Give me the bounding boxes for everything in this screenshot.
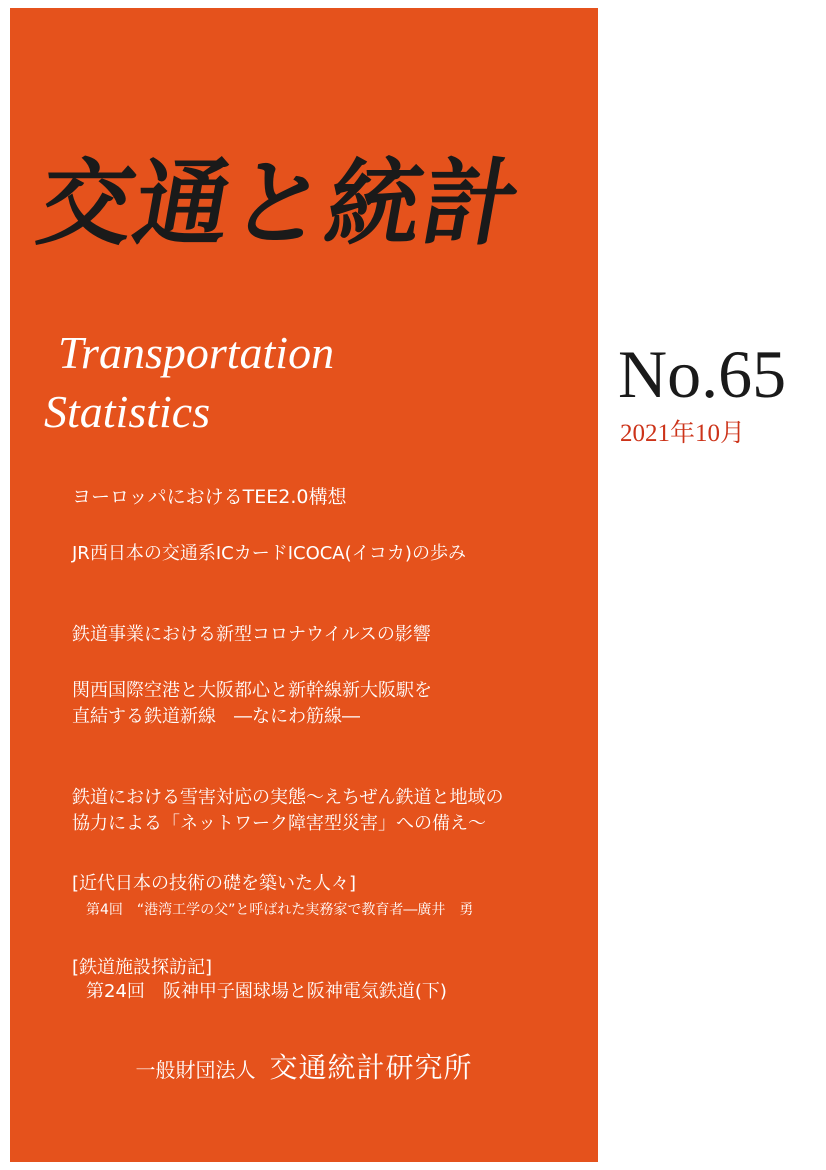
toc-title: 第24回 阪神甲子園球場と阪神電気鉄道(下) — [86, 981, 447, 1002]
toc-series: [近代日本の技術の礎を築いた人々] — [72, 873, 357, 894]
toc-title: ヨーロッパにおけるTEE2.0構想 — [72, 486, 347, 508]
issue-number: No.65 — [618, 336, 787, 412]
toc-series: [鉄道施設探訪記] — [72, 957, 213, 978]
publisher-name: 交通統計研究所 — [269, 1051, 473, 1084]
toc-title-line1: 関西国際空港と大阪都心と新幹線新大阪駅を — [72, 680, 432, 701]
toc-title-line1: 鉄道における雪害対応の実態～えちぜん鉄道と地域の — [72, 787, 504, 808]
publisher — [0, 1046, 608, 1086]
issue-date: 2021年10月 — [620, 420, 746, 447]
toc-title-line2: 協力による「ネットワーク障害型災害」への備え～ — [72, 813, 486, 834]
english-title-line2: Statistics — [44, 386, 211, 437]
toc-title: 第4回 “港湾工学の父”と呼ばれた実務家で教育者―廣井 勇 — [86, 902, 474, 918]
toc-title: 鉄道事業における新型コロナウイルスの影響 — [72, 624, 431, 645]
publisher-type: 一般財団法人 — [135, 1058, 256, 1082]
toc-title-line2: 直結する鉄道新線 ―なにわ筋線― — [72, 706, 360, 727]
journal-title: 交通と統計 — [30, 150, 530, 259]
toc-title: JR西日本の交通系ICカードICOCA(イコカ)の歩み — [72, 543, 466, 564]
english-title-line1: Transportation — [58, 327, 335, 378]
